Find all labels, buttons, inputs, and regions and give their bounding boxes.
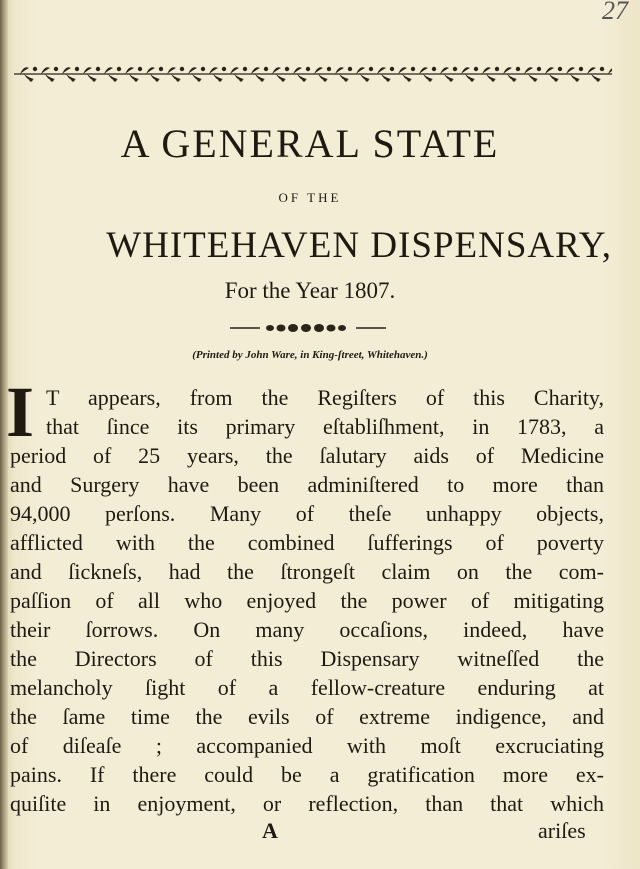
body-line: and Surgery have been adminiſtered to more than (10, 472, 604, 497)
body-line: T appears, from the Regiſters of this Charity, (46, 385, 604, 410)
body-line: quiſite in enjoyment, or reflection, than that which (10, 791, 604, 816)
body-line: of diſeaſe ; accompanied with moſt excruciating (10, 733, 604, 758)
body-line: that ſince its primary eſtabliſhment, in 1783, a (46, 414, 604, 439)
body-line: the ſame time the evils of extreme indigence, and (10, 704, 604, 729)
signature-mark: A (262, 818, 278, 843)
title-line-4: For the Year 1807. (224, 278, 396, 303)
body-line: pains. If there could be a gratification more ex- (10, 762, 604, 787)
title-line-2: OF THE (278, 190, 342, 205)
body-line: melancholy ſight of a fellow-creature enduring at (10, 675, 604, 700)
body-line: their ſorrows. On many occaſions, indeed, have (10, 617, 604, 642)
body-line: period of 25 years, the ſalutary aids of Medicine (10, 443, 604, 468)
page-number: 27 (602, 0, 628, 25)
body-line: paſſion of all who enjoyed the power of mitigating (10, 588, 604, 613)
ornamental-border-rule (14, 62, 612, 86)
body-line: and ſickneſs, had the ſtrongeſt claim on the com- (10, 559, 604, 584)
ornamental-divider (226, 322, 390, 334)
body-line: afflicted with the combined ſufferings of poverty (10, 530, 604, 555)
title-line-1: A GENERAL STATE (120, 121, 500, 166)
imprint-line: (Printed by John Ware, in King-ſtreet, Whitehaven.) (192, 349, 428, 361)
body-line: the Directors of this Dispensary witneſſed the (10, 646, 604, 671)
catchword: ariſes (538, 818, 586, 843)
title-line-3: WHITEHAVEN DISPENSARY, (106, 225, 612, 266)
body-line: 94,000 perſons. Many of theſe unhappy objects, (10, 501, 604, 526)
drop-capital: I (6, 372, 35, 452)
